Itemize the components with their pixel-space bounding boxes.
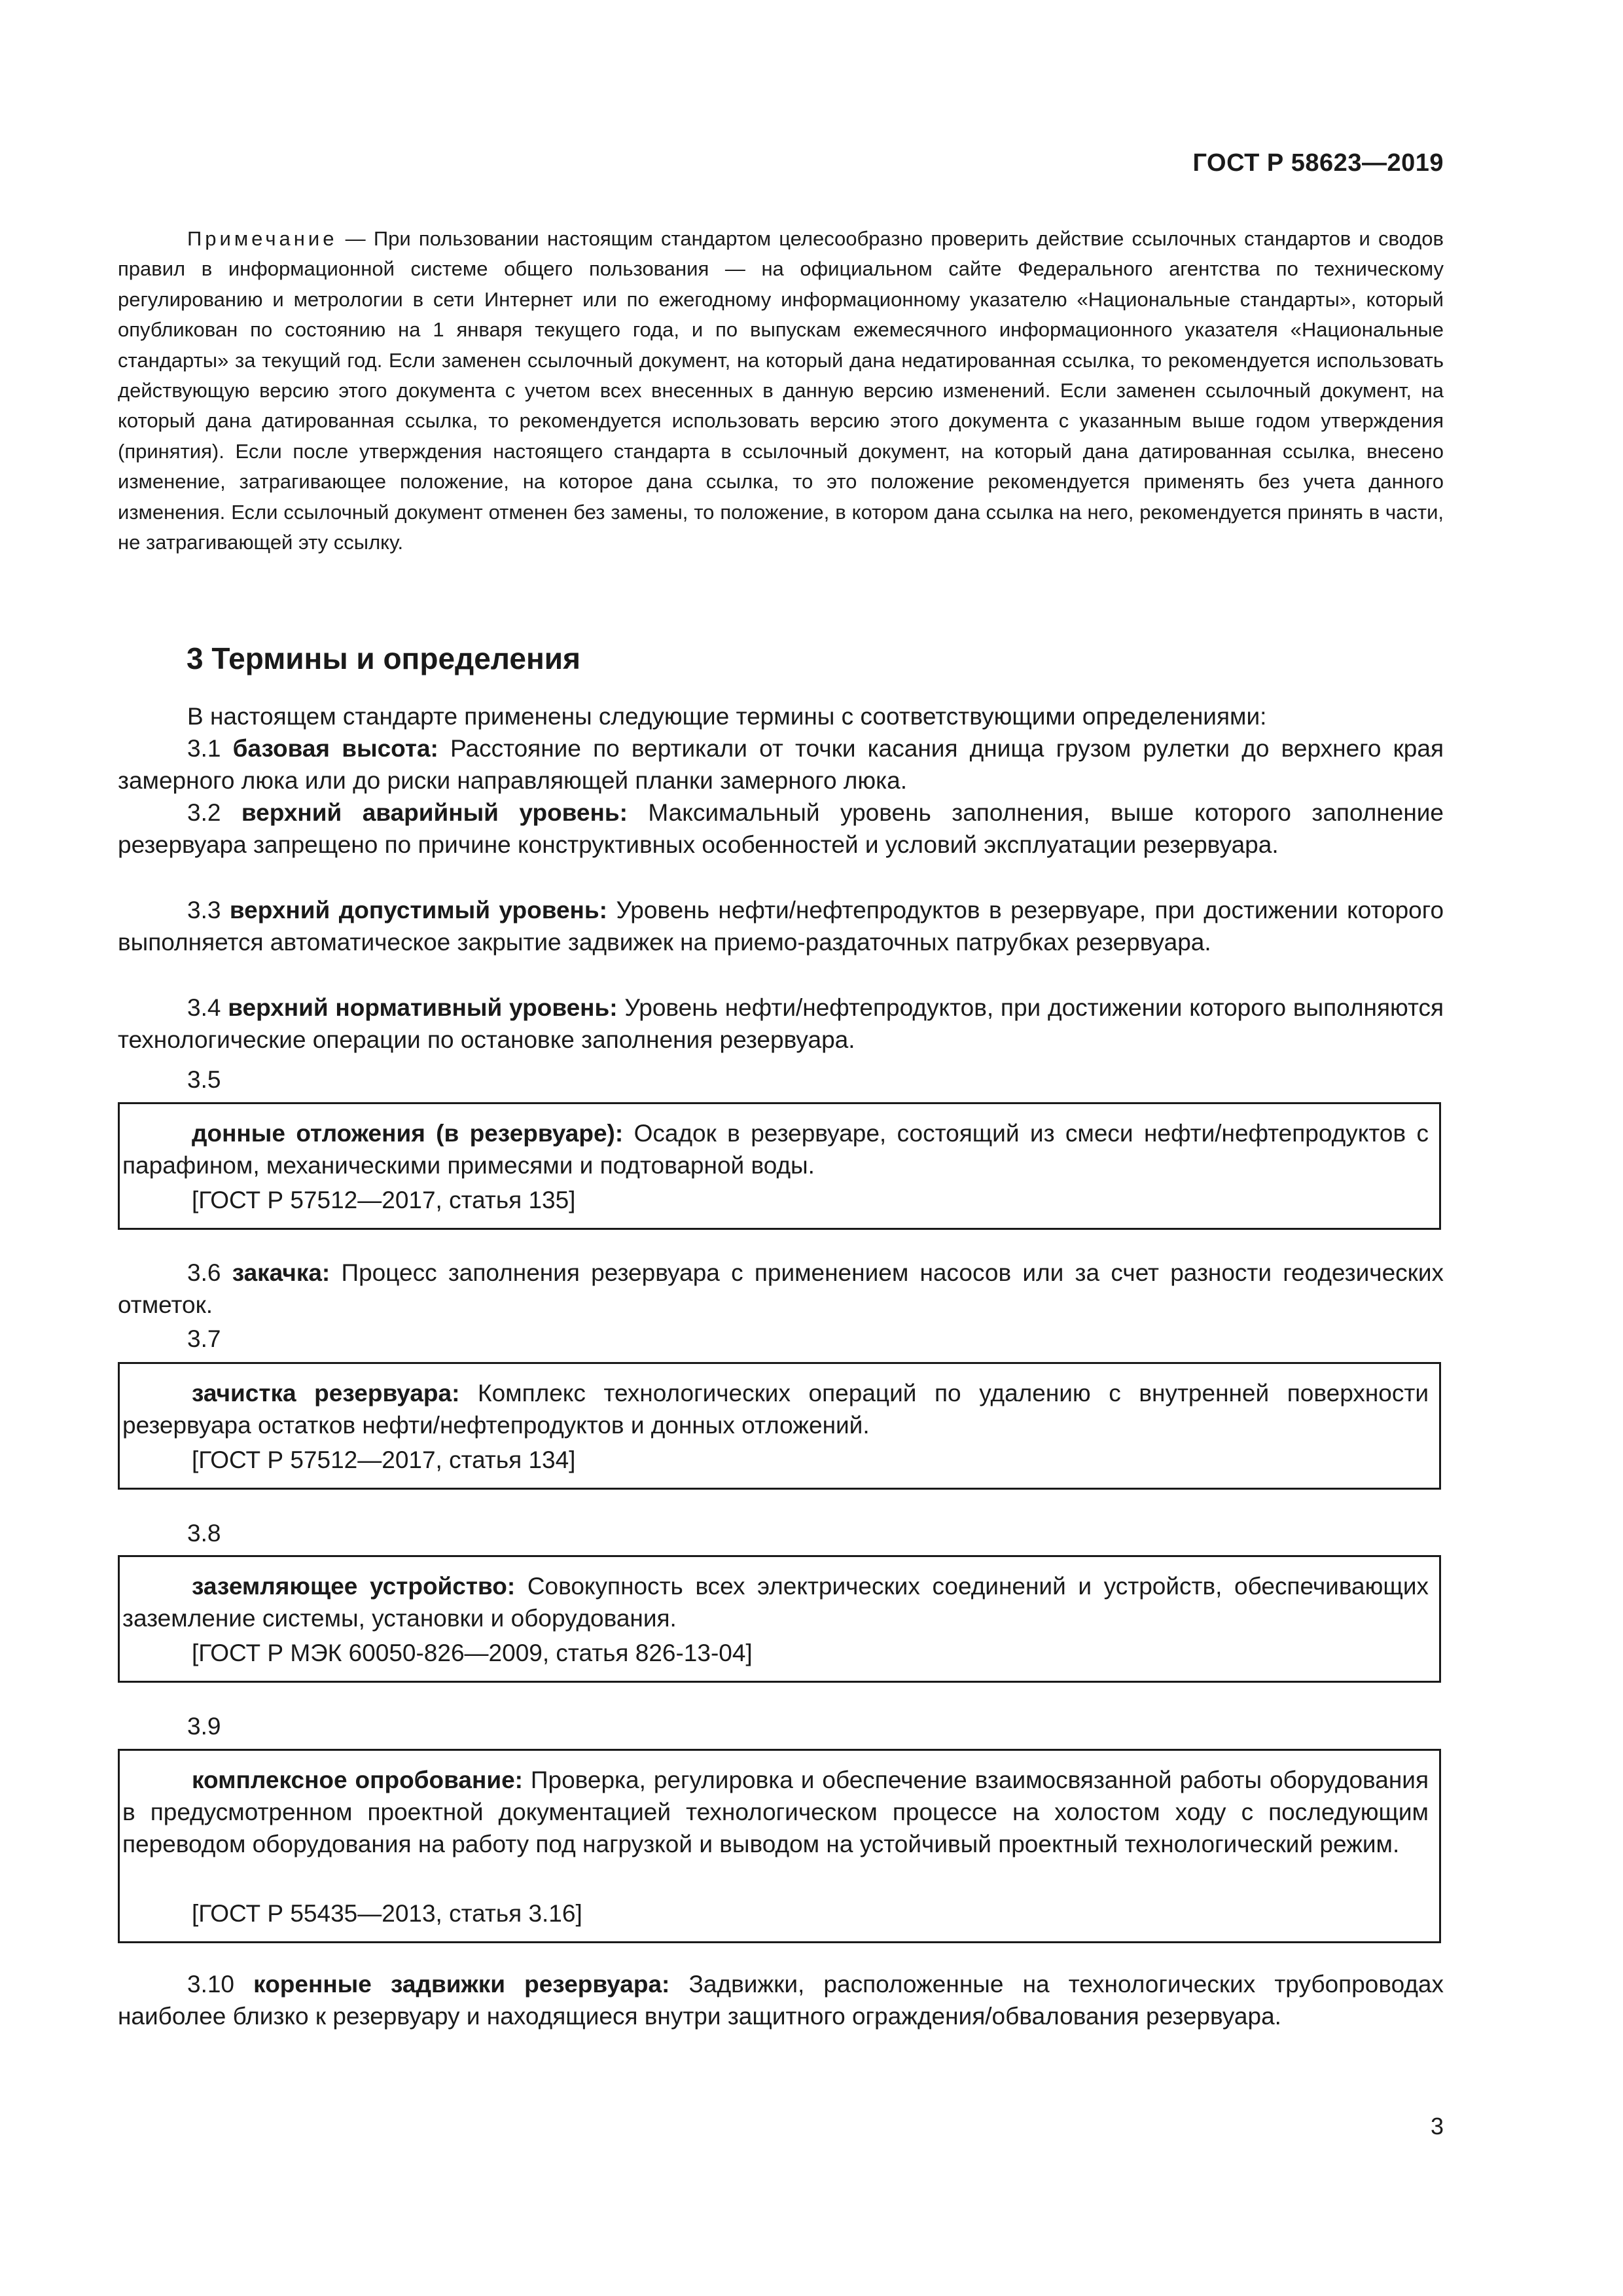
term-3-7-source: [ГОСТ Р 57512—2017, статья 134] (192, 1446, 576, 1473)
term-3-9-source: [ГОСТ Р 55435—2013, статья 3.16] (192, 1900, 582, 1927)
term-3-3 (118, 894, 1444, 958)
page-number: 3 (1430, 2113, 1444, 2140)
section-intro: В настоящем стандарте применены следующие термины с соответствующими определениями: (187, 703, 1267, 730)
term-name: комплексное опробование: (192, 1767, 523, 1793)
term-3-7-definition (120, 1377, 1429, 1441)
term-definition: Задвижки, расположенные на технологических трубопроводах наиболее близко к резервуару и находящиеся внутри защитного ограждения/обвалования резервуара. (118, 1971, 1444, 2030)
term-definition: Проверка, регулировка и обеспечение взаимосвязанной работы оборудования в предусмотренном проектной документацией технологическом процессе на холостом ходу с последующим переводом оборудования на работу под нагрузкой и выводом на устойчивый проектный технологический режим. (122, 1767, 1429, 1857)
term-name: зачистка резервуара: (192, 1380, 460, 1407)
term-3-5-source: [ГОСТ Р 57512—2017, статья 135] (192, 1187, 576, 1213)
term-name: коренные задвижки резервуара: (253, 1971, 670, 1998)
term-number: 3.3 (187, 897, 230, 924)
term-3-5-definition (120, 1117, 1429, 1181)
term-3-2 (118, 797, 1444, 861)
term-definition: Расстояние по вертикали от точки касания днища грузом рулетки до верхнего края замерного люка или до риски направляющей планки замерного люка. (118, 735, 1444, 794)
term-name: верхний нормативный уровень: (228, 994, 618, 1021)
term-definition: Уровень нефти/нефтепродуктов в резервуаре, при достижении которого выполняется автоматическое закрытие задвижек на приемо-раздаточных патрубках резервуара. (118, 897, 1444, 956)
term-3-7-box (118, 1362, 1441, 1490)
term-3-5-number: 3.5 (187, 1066, 221, 1093)
term-3-9-box (118, 1749, 1441, 1943)
term-3-8-definition (120, 1570, 1429, 1634)
normative-note (118, 224, 1444, 558)
term-3-8-number: 3.8 (187, 1520, 221, 1547)
term-name: заземляющее устройство: (192, 1573, 516, 1600)
term-definition: Комплекс технологических операций по удалению с внутренней поверхности резервуара остатков нефти/нефтепродуктов и донных отложений. (122, 1380, 1429, 1439)
term-name: закачка: (232, 1259, 330, 1286)
term-number: 3.1 (187, 735, 233, 762)
term-definition: Максимальный уровень заполнения, выше которого заполнение резервуара запрещено по причине конструктивных особенностей и условий эксплуатации резервуара. (118, 799, 1444, 858)
section-title: 3 Термины и определения (187, 641, 580, 675)
term-definition: Процесс заполнения резервуара с применением насосов или за счет разности геодезических отметок. (118, 1259, 1444, 1318)
document-code-header: ГОСТ Р 58623—2019 (1192, 149, 1444, 177)
term-name: верхний допустимый уровень: (229, 897, 607, 924)
term-number: 3.6 (187, 1259, 232, 1286)
term-name: донные отложения (в резервуаре): (192, 1120, 624, 1147)
term-name: верхний аварийный уровень: (241, 799, 628, 826)
term-3-6 (118, 1257, 1444, 1321)
term-number: 3.4 (187, 994, 228, 1021)
note-text: — При пользовании настоящим стандартом целесообразно проверить действие ссылочных стандартов и сводов правил в информационной системе общего пользования — на официальном сайте Федерального агентства по техническому регулированию и метрологии в сети Интернет или по ежегодному информационному указателю «Национальные стандарты», который опубликован по состоянию на 1 января текущего года, и по выпускам ежемесячного информационного указателя «Национальные стандарты» за текущий год. Если заменен ссылочный документ, на который дана недатированная ссылка, то рекомендуется использовать действующую версию этого документа с учетом всех внесенных в данную версию изменений. Если заменен ссылочный документ, на который дана датированная ссылка, то рекомендуется использовать версию этого документа с указанным выше годом утверждения (принятия). Если после утверждения настоящего стандарта в ссылочный документ, на который дана датированная ссылка, внесено изменение, затрагивающее положение, на которое дана ссылка, то это положение рекомендуется применять без учета данного изменения. Если ссылочный документ отменен без замены, то положение, в котором дана ссылка на него, рекомендуется принять в части, не затрагивающей эту ссылку. (118, 227, 1444, 554)
term-name: базовая высота: (232, 735, 438, 762)
term-3-8-box (118, 1555, 1441, 1683)
term-3-9-definition (120, 1764, 1429, 1860)
term-definition: Уровень нефти/нефтепродуктов, при достижении которого выполняются технологические операции по остановке заполнения резервуара. (118, 994, 1444, 1053)
term-3-7-number: 3.7 (187, 1325, 221, 1352)
term-3-1 (118, 732, 1444, 797)
term-3-8-source: [ГОСТ Р МЭК 60050-826—2009, статья 826-13-04] (192, 1640, 753, 1666)
term-3-10 (118, 1968, 1444, 2032)
note-label: Примечание (187, 227, 338, 250)
term-definition: Осадок в резервуаре, состоящий из смеси нефти/нефтепродуктов с парафином, механическими примесями и подтоварной воды. (122, 1120, 1429, 1179)
term-number: 3.10 (187, 1971, 254, 1998)
term-3-4 (118, 992, 1444, 1056)
term-number: 3.2 (187, 799, 241, 826)
term-definition: Совокупность всех электрических соединений и устройств, обеспечивающих заземление системы, установки и оборудования. (122, 1573, 1429, 1632)
term-3-9-number: 3.9 (187, 1713, 221, 1740)
term-3-5-box (118, 1102, 1441, 1230)
